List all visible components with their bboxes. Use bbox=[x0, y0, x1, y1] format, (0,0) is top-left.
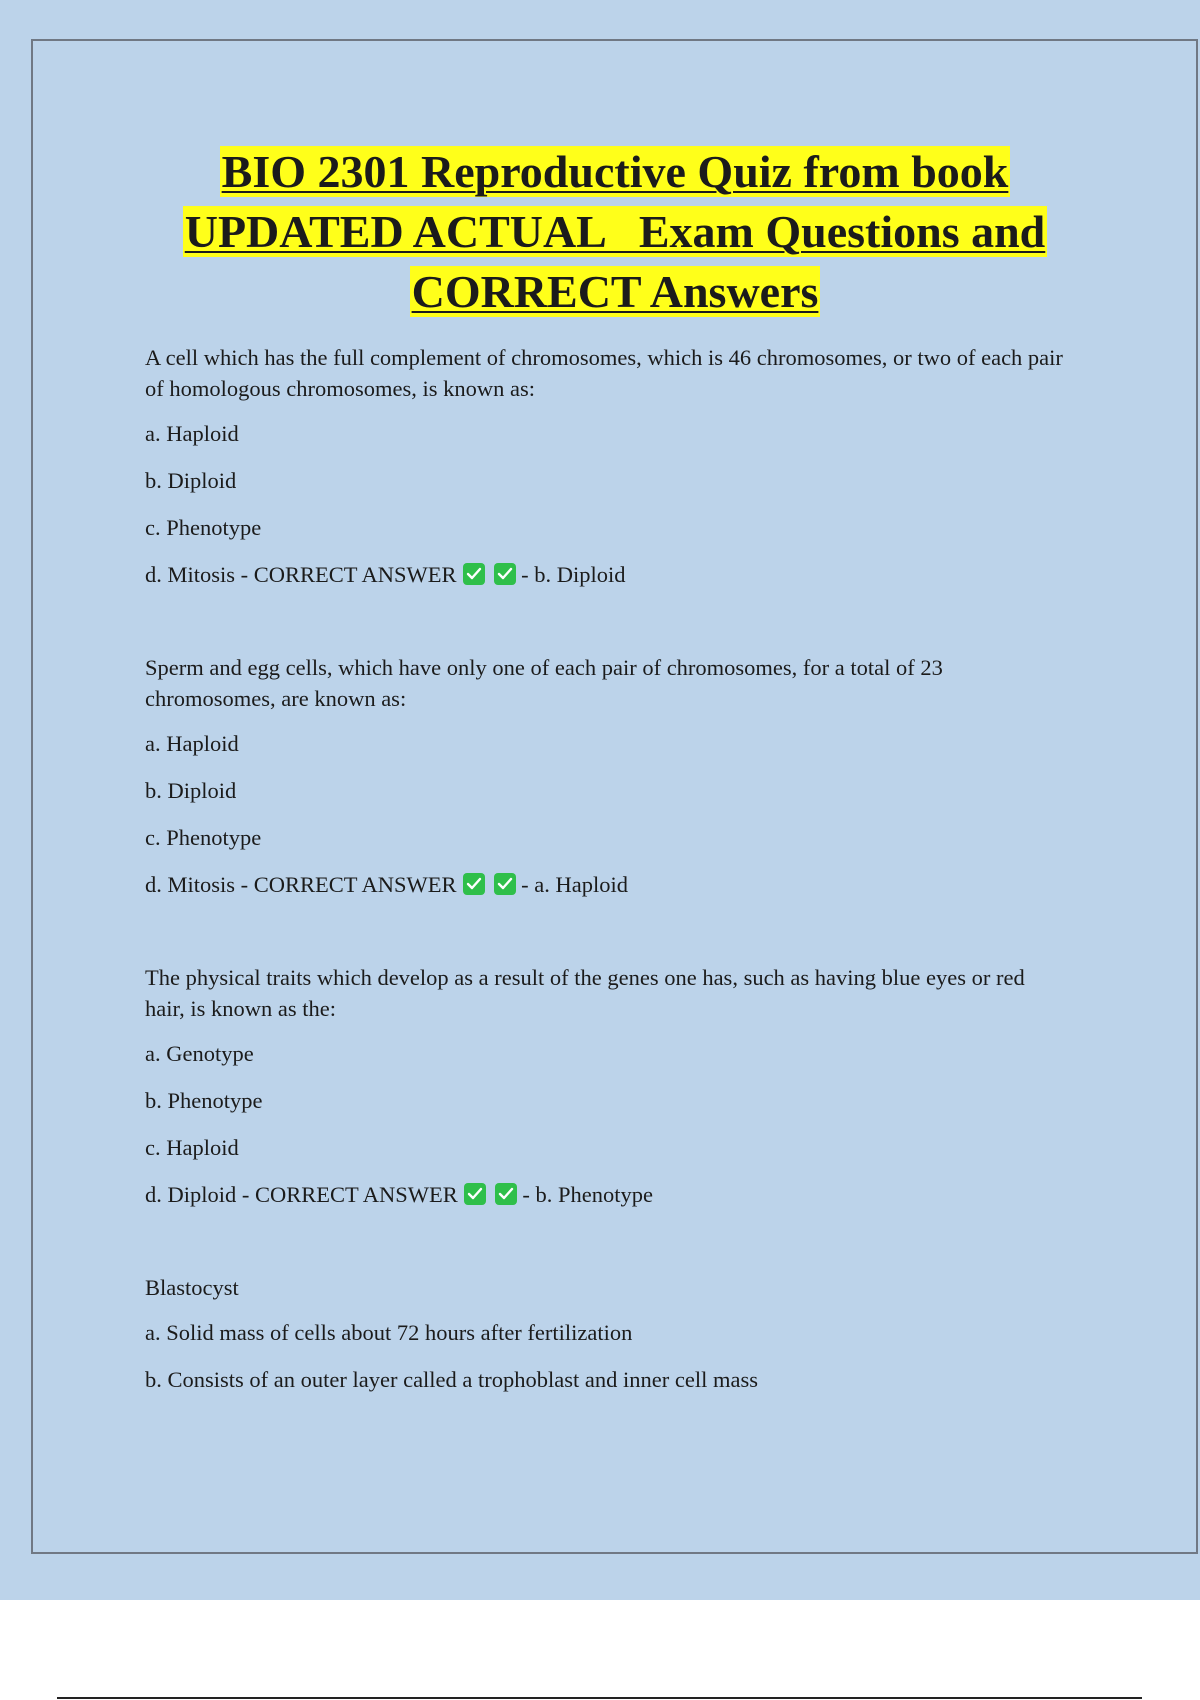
option-d: d. Mitosis - CORRECT ANSWER bbox=[145, 562, 457, 587]
option-b: b. Diploid bbox=[145, 778, 237, 803]
check-mark-icon bbox=[494, 873, 516, 895]
option-d-answer-line bbox=[145, 559, 1065, 590]
option-a: a. Genotype bbox=[145, 1041, 254, 1066]
option-d-answer-line bbox=[145, 1179, 1065, 1210]
question-text: Sperm and egg cells, which have only one of each pair of chromosomes, for a total of 23 chromosomes, are known as: bbox=[145, 655, 943, 711]
title-line-3: CORRECT Answers bbox=[411, 266, 819, 317]
option-d: d. Diploid - CORRECT ANSWER bbox=[145, 1182, 458, 1207]
correct-answer: - b. Phenotype bbox=[522, 1182, 653, 1207]
quiz-content bbox=[145, 342, 1065, 1457]
option-c: c. Haploid bbox=[145, 1135, 239, 1160]
check-mark-icon bbox=[495, 1183, 517, 1205]
bottom-divider bbox=[57, 1697, 1142, 1699]
title-line-1: BIO 2301 Reproductive Quiz from book bbox=[221, 146, 1009, 197]
correct-answer: - a. Haploid bbox=[521, 872, 628, 897]
option-a: a. Haploid bbox=[145, 421, 239, 446]
option-c: c. Phenotype bbox=[145, 825, 262, 850]
title-line-2: UPDATED ACTUAL Exam Questions and bbox=[184, 206, 1046, 257]
question-text: The physical traits which develop as a result of the genes one has, such as having blue eyes or red hair, is known as the: bbox=[145, 965, 1025, 1021]
option-a: a. Haploid bbox=[145, 731, 239, 756]
document-title bbox=[80, 142, 1150, 322]
option-d: d. Mitosis - CORRECT ANSWER bbox=[145, 872, 457, 897]
question-text: Blastocyst bbox=[145, 1275, 239, 1300]
check-mark-icon bbox=[463, 563, 485, 585]
option-b: b. Phenotype bbox=[145, 1088, 263, 1113]
option-b: b. Consists of an outer layer called a trophoblast and inner cell mass bbox=[145, 1367, 758, 1392]
question-4 bbox=[145, 1272, 1065, 1395]
option-c: c. Phenotype bbox=[145, 515, 262, 540]
correct-answer: - b. Diploid bbox=[521, 562, 626, 587]
question-3 bbox=[145, 962, 1065, 1210]
question-2 bbox=[145, 652, 1065, 900]
question-1 bbox=[145, 342, 1065, 590]
check-mark-icon bbox=[494, 563, 516, 585]
check-mark-icon bbox=[463, 873, 485, 895]
question-text: A cell which has the full complement of chromosomes, which is 46 chromosomes, or two of each pair of homologous chromosomes, is known as: bbox=[145, 345, 1063, 401]
option-d-answer-line bbox=[145, 869, 1065, 900]
option-b: b. Diploid bbox=[145, 468, 237, 493]
option-a: a. Solid mass of cells about 72 hours after fertilization bbox=[145, 1320, 633, 1345]
check-mark-icon bbox=[464, 1183, 486, 1205]
